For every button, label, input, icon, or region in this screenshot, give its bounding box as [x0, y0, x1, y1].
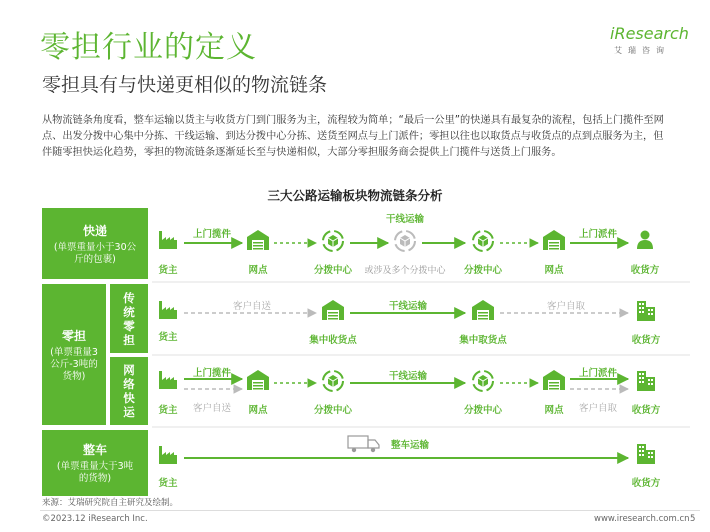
- page-title: 零担行业的定义: [40, 30, 257, 65]
- flow-pickup: 上门揽件: [192, 368, 232, 379]
- node-hub: 分拨中心: [463, 405, 503, 416]
- category-ltl-network-label: 网络快运: [123, 363, 135, 419]
- warehouse-icon: [543, 370, 565, 390]
- factory-icon: [159, 231, 177, 249]
- hub-cycle-icon: [473, 231, 493, 251]
- page-number: 5: [690, 514, 696, 524]
- warehouse-icon: [543, 230, 565, 250]
- warehouse-icon: [472, 300, 494, 320]
- factory-icon: [159, 301, 177, 319]
- hub-cycle-icon: [323, 371, 343, 391]
- flow-delivery: 上门派件: [578, 368, 618, 379]
- node-receiver: 收货方: [631, 478, 661, 489]
- hub-cycle-icon: [473, 371, 493, 391]
- node-pickup-point: 集中取货点: [459, 335, 507, 346]
- node-outlet: 网点: [248, 265, 268, 276]
- person-icon: [637, 231, 653, 250]
- warehouse-icon: [247, 370, 269, 390]
- page-subtitle: 零担具有与快递更相似的物流链条: [42, 74, 328, 96]
- flow-trunk: 干线运输: [388, 301, 428, 312]
- node-shipper: 货主: [158, 478, 178, 489]
- flow-ftl-trunk: 整车运输: [390, 440, 430, 451]
- node-shipper: 货主: [158, 405, 178, 416]
- flow-self-send: 客户自送: [232, 301, 272, 312]
- logo-text: iResearch: [610, 24, 689, 43]
- footer-divider: [40, 510, 700, 511]
- flow-trunk: 干线运输: [388, 371, 428, 382]
- building-icon: [637, 444, 655, 464]
- node-receiver: 收货方: [631, 405, 661, 416]
- node-hub: 分拨中心: [463, 265, 503, 276]
- node-shipper: 货主: [158, 332, 178, 343]
- node-shipper: 货主: [158, 265, 178, 276]
- truck-icon: [348, 436, 379, 452]
- flow-delivery: 上门派件: [578, 229, 618, 240]
- node-receiver: 收货方: [631, 335, 661, 346]
- flow-self-pick: 客户自取: [546, 301, 586, 312]
- hub-cycle-icon: [395, 231, 415, 251]
- category-ftl-desc: (单票重量大于3吨的货物): [56, 461, 134, 484]
- category-express-name: 快递: [82, 223, 107, 238]
- building-icon: [637, 371, 655, 391]
- node-outlet: 网点: [544, 405, 564, 416]
- source-note: 来源：艾瑞研究院自主研究及绘制。: [42, 498, 179, 508]
- flow-pickup: 上门揽件: [192, 229, 232, 240]
- flow-trunk: 干线运输: [385, 214, 425, 225]
- factory-icon: [159, 446, 177, 464]
- chart-title: 三大公路运输板块物流链条分析: [267, 188, 443, 203]
- node-outlet: 网点: [248, 405, 268, 416]
- category-express-desc: (单票重量小于30公斤的包裹): [53, 241, 137, 265]
- intro-paragraph: 从物流链条角度看，整车运输以货主与收货方门到门服务为主，流程较为简单；“最后一公里”的快递具有最复杂的流程，包括上门揽件至网点、出发分拨中心集中分拣、干线运输、到达分拨中心分拣、送货至网点与上门派件；零担以往也以取货点与收货点的点到点服务为主，但伴随零担快运化趋势，零担的物流链条逐渐延长至与快递相似，大部分零担服务商会提供上门揽件与送货上门服务。: [42, 115, 664, 158]
- category-ltl-traditional-label: 传统零担: [123, 290, 135, 347]
- node-midhub: 或涉及多个分拨中心: [364, 266, 446, 276]
- flow-self-pick: 客户自取: [578, 403, 618, 414]
- node-hub: 分拨中心: [313, 405, 353, 416]
- footer-copyright: ©2023.12 iResearch Inc.: [42, 514, 148, 524]
- node-outlet: 网点: [544, 265, 564, 276]
- category-ltl-desc: (单票重量3公斤-3吨的货物): [50, 346, 98, 382]
- building-icon: [637, 301, 655, 321]
- logo-subtext: 艾瑞咨询: [614, 46, 670, 55]
- warehouse-icon: [322, 300, 344, 320]
- warehouse-icon: [247, 230, 269, 250]
- node-receiver: 收货方: [630, 265, 660, 276]
- flow-self-send: 客户自送: [192, 403, 232, 414]
- category-ftl-name: 整车: [82, 443, 107, 457]
- node-hub: 分拨中心: [313, 265, 353, 276]
- factory-icon: [159, 371, 177, 389]
- hub-cycle-icon: [323, 231, 343, 251]
- node-collect-point: 集中收货点: [309, 335, 357, 346]
- footer-website[interactable]: www.iresearch.com.cn: [594, 514, 690, 524]
- category-ltl-name: 零担: [61, 328, 86, 343]
